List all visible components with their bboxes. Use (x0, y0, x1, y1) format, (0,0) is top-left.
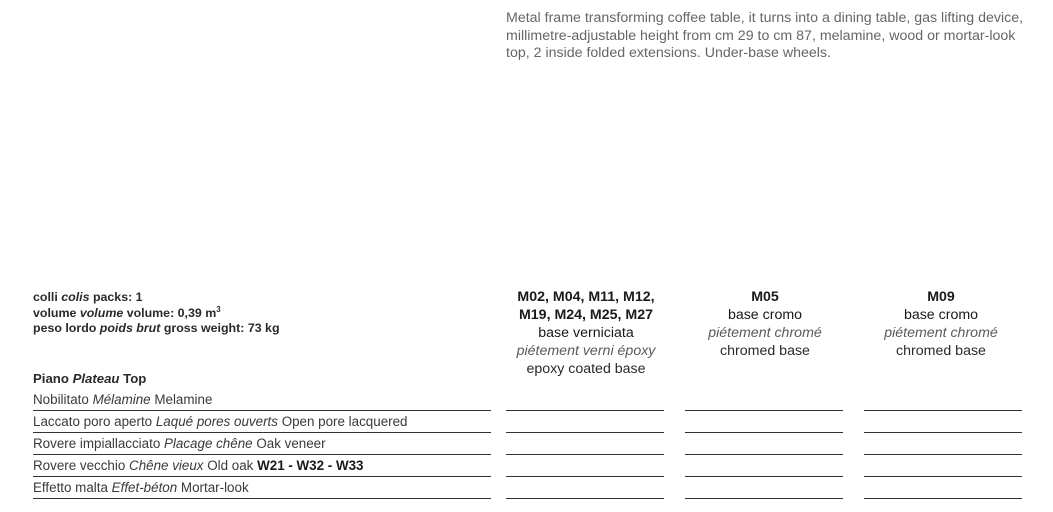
finish-label-fr: Chêne vieux (129, 458, 204, 473)
volume-unit-superscript: 3 (216, 304, 221, 314)
finish-label-it: Nobilitato (33, 392, 89, 407)
packs-label-fr: colis (61, 290, 90, 304)
base-column-chrome-m05 (676, 288, 854, 360)
weight-label-en: gross weight: (163, 321, 245, 335)
finish-rows (33, 389, 491, 499)
weight-label-it: peso lordo (33, 321, 97, 335)
base-label-fr: piétement chromé (708, 325, 822, 341)
packing-info (33, 290, 503, 337)
base-label-it: base cromo (903, 307, 979, 323)
base-label-it: base verniciata (538, 325, 634, 341)
base-label-fr: piétement verni époxy (516, 343, 656, 359)
price-cell (506, 433, 664, 455)
finish-row-melamine (33, 389, 491, 411)
base-codes-line1: M05 (751, 289, 779, 305)
section-heading-en: Top (123, 371, 147, 386)
packs-line (33, 290, 503, 306)
volume-value: 0,39 m (177, 305, 217, 320)
price-cell (506, 411, 664, 433)
price-cell (685, 477, 843, 499)
price-cell (864, 433, 1022, 455)
price-cell (685, 389, 843, 411)
base-codes-line1: M09 (927, 289, 955, 305)
packs-label-it: colli (33, 290, 58, 304)
price-cell (685, 411, 843, 433)
base-column-epoxy (497, 288, 675, 378)
finish-row-oak-veneer (33, 433, 491, 455)
price-cell (864, 455, 1022, 477)
price-cell (685, 433, 843, 455)
base-codes-line1: M02, M04, M11, M12, (517, 289, 655, 305)
finish-row-mortar-look (33, 477, 491, 499)
weight-value: 73 kg (247, 321, 280, 335)
finish-label-fr: Placage chêne (164, 436, 253, 451)
finish-label-it: Rovere impiallacciato (33, 436, 161, 451)
finish-label-en: Open pore lacquered (281, 414, 408, 429)
base-label-en: chromed base (720, 343, 810, 359)
price-cell (864, 477, 1022, 499)
finish-label-en: Mortar-look (180, 480, 249, 495)
product-description: Metal frame transforming coffee table, it turns into a dining table, gas lifting device, millimetre-adjustable height from cm 29 to cm 87, melamine, wood or mortar-look top, 2 inside folded extensions. Under-base wheels. (506, 10, 1024, 61)
finish-row-old-oak (33, 455, 491, 477)
finish-label-en: Old oak (207, 458, 254, 473)
finish-label-fr: Laqué pores ouverts (155, 414, 278, 429)
finish-label-en: Melamine (154, 392, 213, 407)
price-cell (506, 389, 664, 411)
price-cells-chrome-m09 (864, 389, 1022, 499)
finish-label-it: Laccato poro aperto (33, 414, 153, 429)
section-heading-it: Piano (33, 371, 69, 386)
price-cell (506, 455, 664, 477)
base-column-chrome-m09 (852, 288, 1030, 360)
weight-label-fr: poids brut (99, 321, 161, 335)
base-label-en: epoxy coated base (526, 361, 646, 377)
volume-label-fr: volume (79, 305, 124, 320)
price-cell (864, 389, 1022, 411)
price-cell (506, 477, 664, 499)
volume-label-en: volume: (126, 305, 175, 320)
finish-label-en: Oak veneer (256, 436, 326, 451)
weight-line (33, 321, 503, 337)
finish-row-lacquered (33, 411, 491, 433)
price-cells-epoxy (506, 389, 664, 499)
section-heading-fr: Plateau (72, 371, 120, 386)
finish-label-fr: Effet-béton (111, 480, 178, 495)
volume-line (33, 306, 503, 322)
price-cell (685, 455, 843, 477)
base-label-en: chromed base (896, 343, 986, 359)
packs-value: 1 (135, 290, 143, 304)
price-cell (864, 411, 1022, 433)
finish-label-fr: Mélamine (92, 392, 151, 407)
finish-label-it: Rovere vecchio (33, 458, 126, 473)
packs-label-en: packs: (92, 290, 133, 304)
base-label-fr: piétement chromé (884, 325, 998, 341)
base-label-it: base cromo (727, 307, 803, 323)
top-section-heading (33, 371, 146, 386)
price-cells-chrome-m05 (685, 389, 843, 499)
finish-codes: W21 - W32 - W33 (257, 458, 364, 473)
finish-label-it: Effetto malta (33, 480, 108, 495)
base-codes-line2: M19, M24, M25, M27 (518, 307, 654, 323)
volume-label-it: volume (33, 305, 77, 320)
